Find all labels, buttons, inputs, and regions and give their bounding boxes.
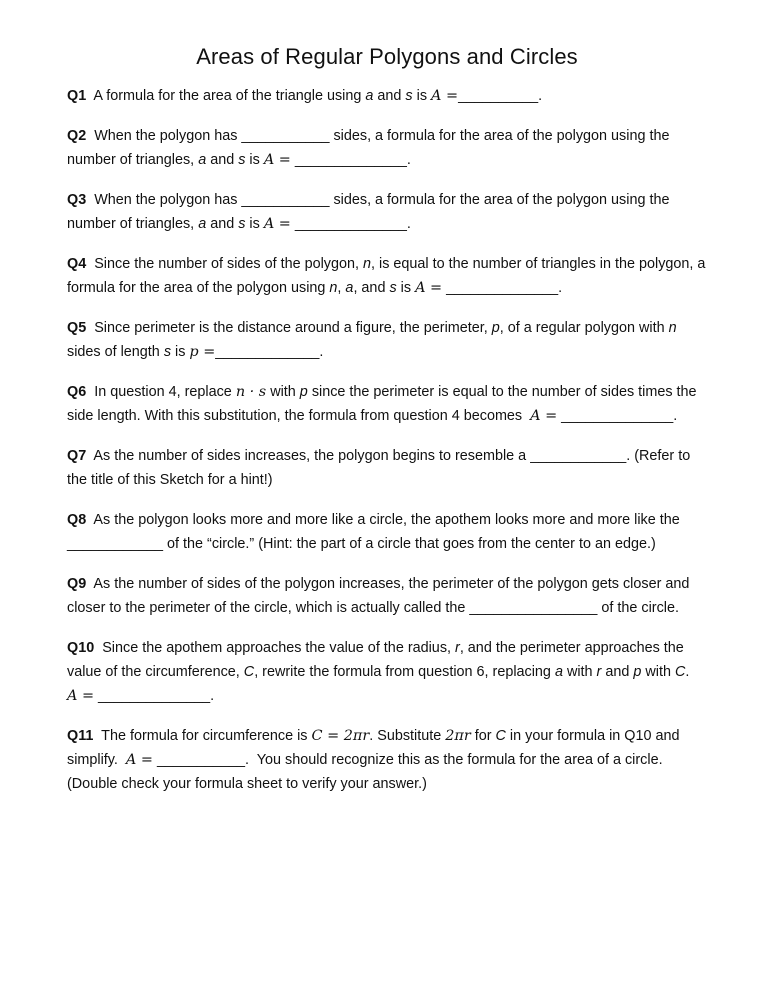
- question-3: Q3 When the polygon has ___________ sides, a formula for the area of the polygon using the number of triangles, a and s is A = ______________.: [67, 192, 670, 232]
- answer-blank: __________.: [458, 88, 543, 104]
- answer-blank: ______________.: [98, 688, 215, 704]
- math-expression: A =: [263, 152, 291, 168]
- question-number: Q3: [67, 192, 87, 208]
- question-8: Q8 As the polygon looks more and more like a circle, the apothem looks more and more like the ____________ of the “circle.” (Hint: the part of a circle that goes from the center to an edge.): [67, 512, 680, 552]
- math-expression: A =: [263, 216, 291, 232]
- answer-blank: ______________.: [294, 152, 411, 168]
- math-expression: A =: [125, 752, 153, 768]
- math-expression: 2πr: [445, 728, 471, 744]
- math-expression: A =: [415, 280, 443, 296]
- math-expression: A =: [530, 408, 558, 424]
- answer-blank: ______________.: [561, 408, 678, 424]
- answer-blank: ____________: [67, 536, 164, 552]
- answer-blank: ______________.: [446, 280, 563, 296]
- question-number: Q5: [67, 320, 87, 336]
- question-4: Q4 Since the number of sides of the polygon, n, is equal to the number of triangles in the polygon, a formula for the area of the polygon using n, a, and s is A = ______________.: [67, 256, 706, 296]
- question-number: Q2: [67, 128, 87, 144]
- question-11: Q11 The formula for circumference is C = 2πr. Substitute 2πr for C in your formula in Q10 and simplify. A = ___________. You should recognize this as the formula for the area of a circle. (Double check your formula sheet to verify your answer.): [67, 728, 680, 792]
- math-expression: A =: [431, 88, 459, 104]
- answer-blank: ________________: [469, 600, 598, 616]
- worksheet-page: [67, 44, 707, 812]
- math-expression: A =: [67, 688, 95, 704]
- math-expression: C = 2πr: [311, 728, 370, 744]
- question-5: Q5 Since perimeter is the distance around a figure, the perimeter, p, of a regular polygon with n sides of length s is p =_____________.: [67, 320, 677, 360]
- question-number: Q6: [67, 384, 87, 400]
- question-2: Q2 When the polygon has ___________ sides, a formula for the area of the polygon using the number of triangles, a and s is A = ______________.: [67, 128, 670, 168]
- question-number: Q9: [67, 576, 87, 592]
- answer-blank: ___________: [241, 128, 330, 144]
- page-title: Areas of Regular Polygons and Circles: [196, 44, 578, 69]
- math-expression: n · s: [235, 384, 267, 400]
- question-9: Q9 As the number of sides of the polygon increases, the perimeter of the polygon gets closer and closer to the perimeter of the circle, which is actually called the ________________ of the circle.: [67, 576, 690, 616]
- question-number: Q10: [67, 640, 95, 656]
- math-expression: p =: [189, 344, 216, 360]
- answer-blank: ___________: [241, 192, 330, 208]
- answer-blank: ____________.: [530, 448, 631, 464]
- question-number: Q8: [67, 512, 87, 528]
- question-number: Q11: [67, 728, 94, 744]
- question-number: Q4: [67, 256, 87, 272]
- question-1: Q1 A formula for the area of the triangle using a and s is A =__________.: [67, 88, 543, 104]
- answer-blank: ___________.: [156, 752, 249, 768]
- answer-blank: ______________.: [294, 216, 411, 232]
- question-number: Q7: [67, 448, 87, 464]
- question-number: Q1: [67, 88, 87, 104]
- question-10: Q10 Since the apothem approaches the value of the radius, r, and the perimeter approaches the value of the circumference, C, rewrite the formula from question 6, replacing a with r and p with C. A = ______________.: [67, 640, 690, 704]
- question-6: Q6 In question 4, replace n · s with p since the perimeter is equal to the number of sides times the side length. With this substitution, the formula from question 4 becomes A = ______________.: [67, 384, 697, 424]
- answer-blank: _____________.: [215, 344, 324, 360]
- question-7: Q7 As the number of sides increases, the polygon begins to resemble a ____________. (Refer to the title of this Sketch for a hint!): [67, 448, 691, 488]
